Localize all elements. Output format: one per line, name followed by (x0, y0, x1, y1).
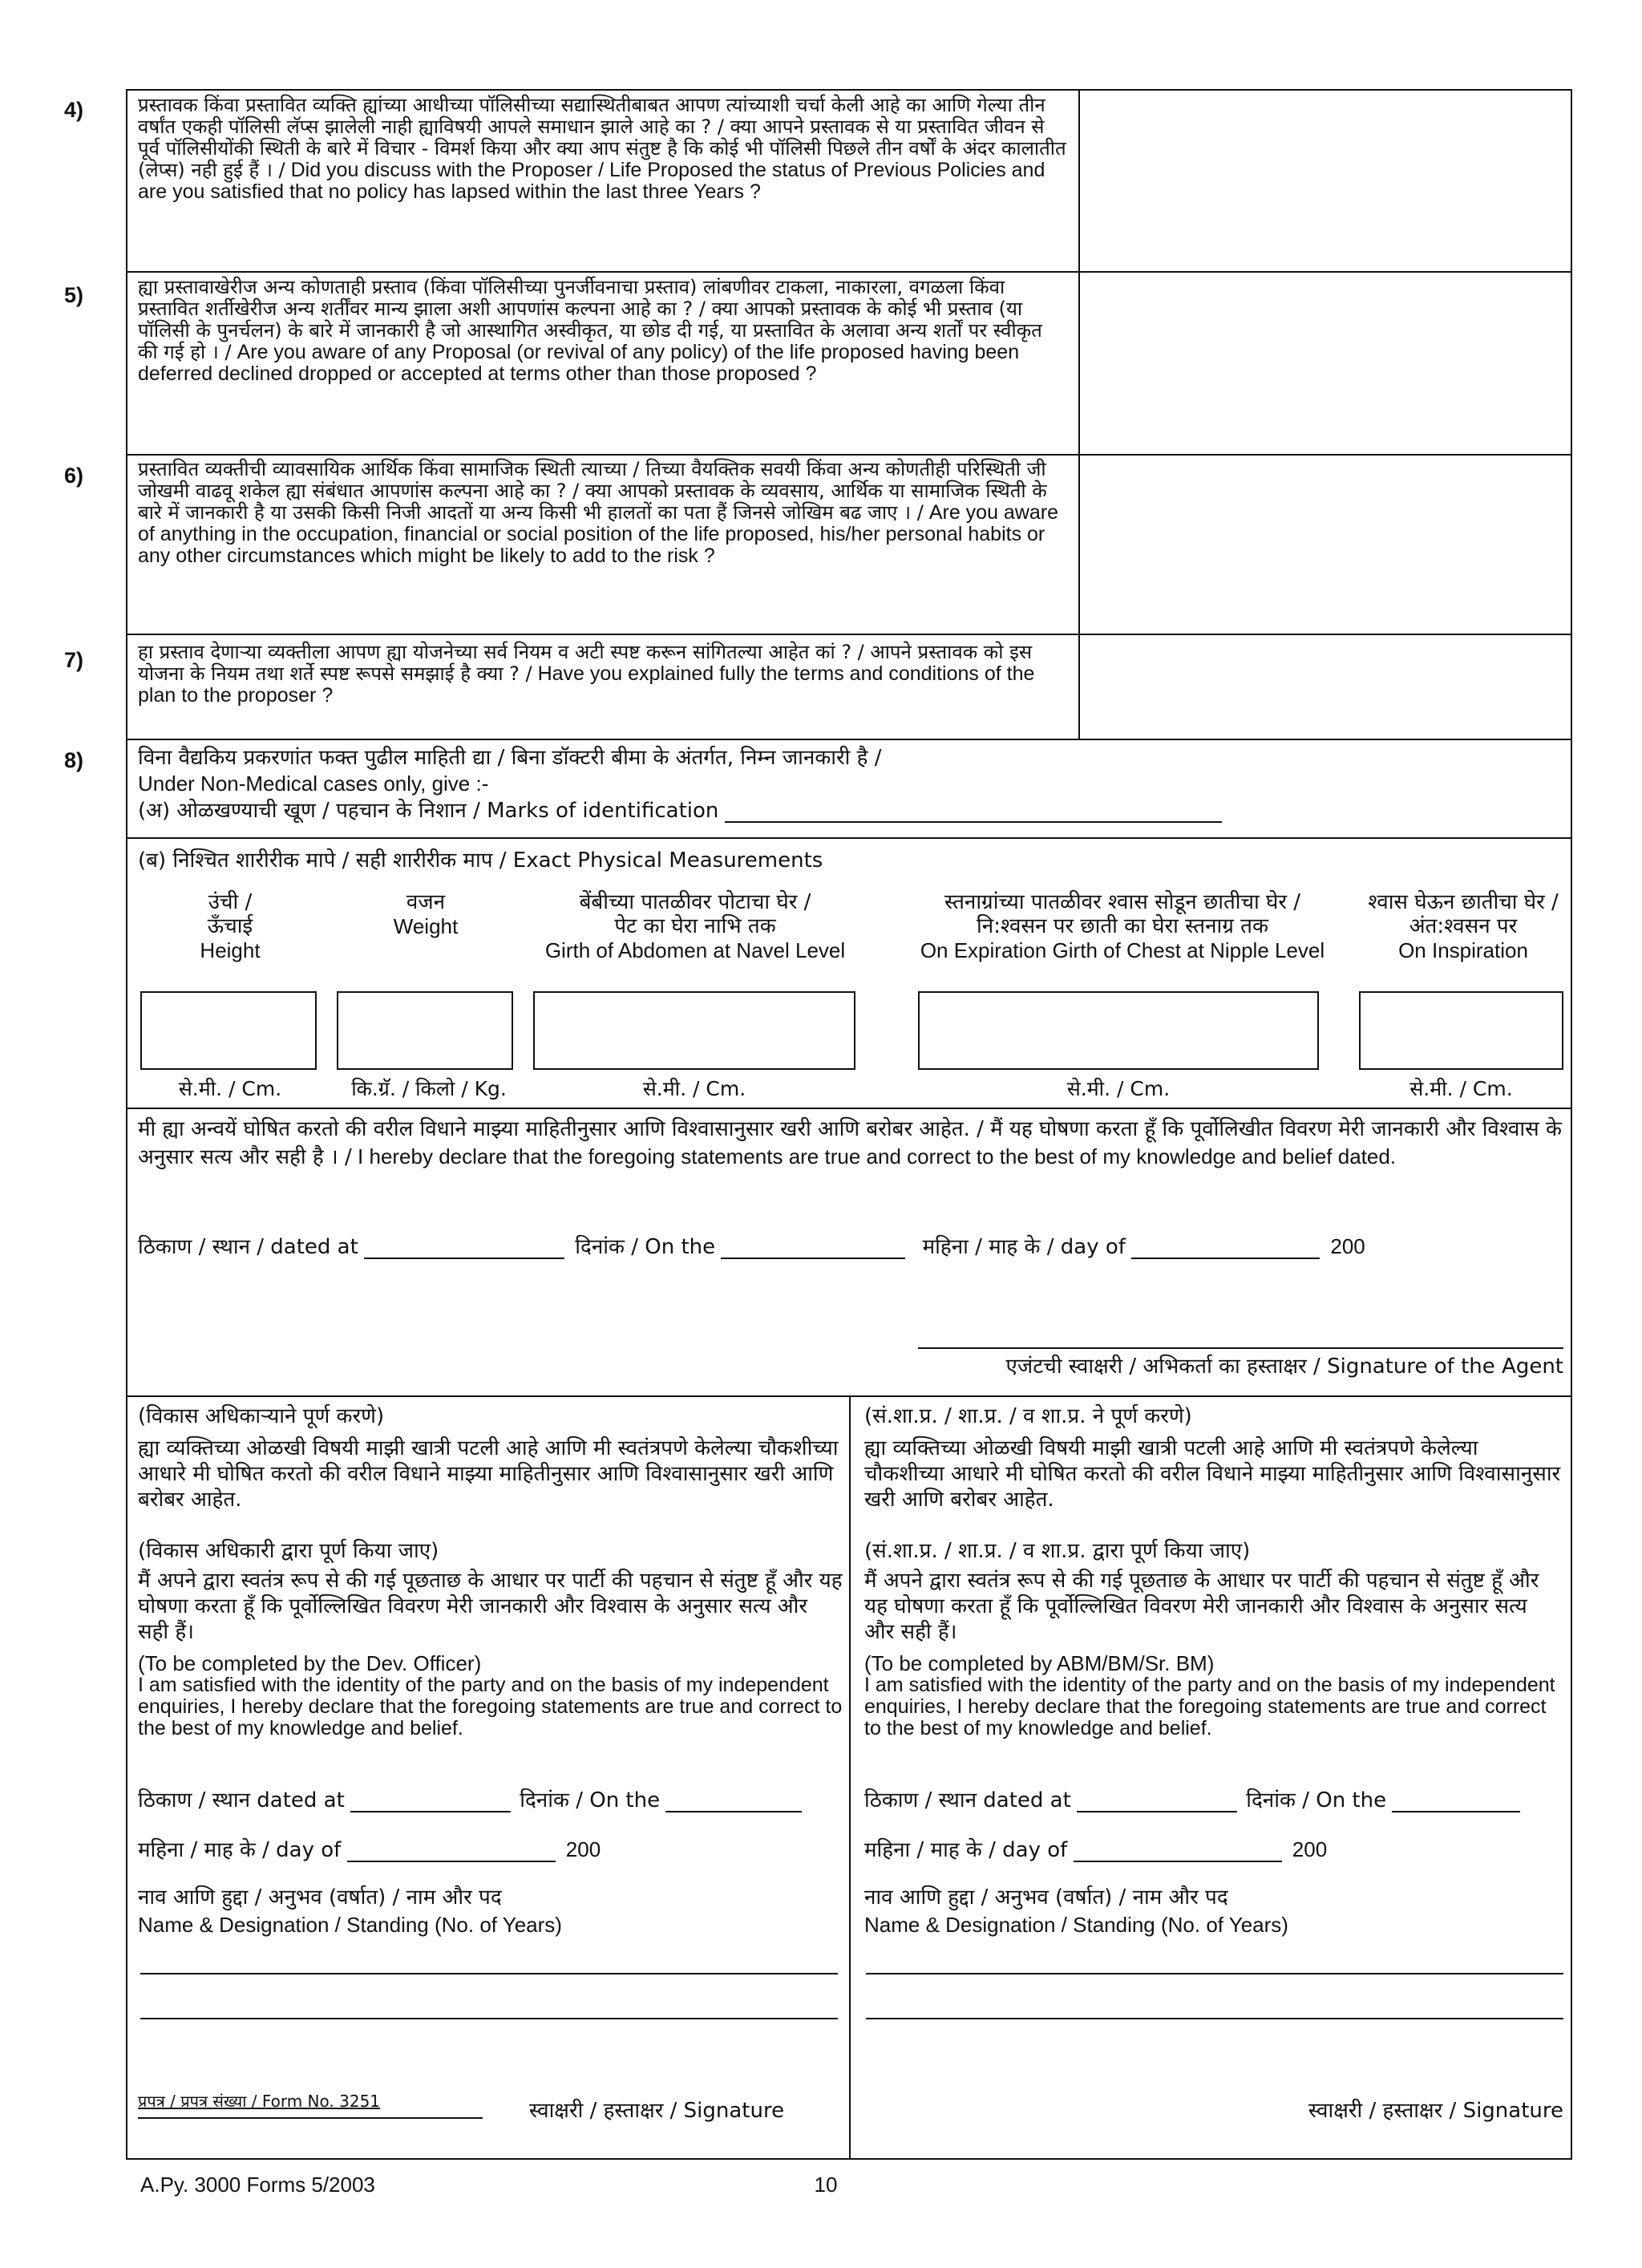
declaration-date-field[interactable] (721, 1258, 905, 1259)
q7-text (138, 642, 1068, 707)
measure-height-label: उंची / ऊँचाई Height (200, 890, 261, 962)
right-cert-month-field[interactable] (1074, 1861, 1282, 1862)
cert-column-divider (849, 1395, 851, 2160)
left-cert-marathi: ह्या व्यक्तिच्या ओळखी विषयी माझी खात्री पटली आहे आणि मी स्वतंत्रपणे केलेल्या चौकशीच्या आधारे मी घोषित करतो की वरील विधाने माझ्या माहितीनुसार आणि विश्वासानुसार खरी आणि बरोबर आहेत. (138, 1436, 839, 1512)
q6-text (138, 459, 1068, 567)
right-cert-hindi: मैं अपने द्वारा स्वतंत्र रूप से की गई पूछताछ के आधार पर पार्टी की पहचान से संतुष्ट हूँ और यह घोषणा करता हूँ कि पूर्वोल्लिखित विवरण मेरी जानकारी और विश्वास के अनुसार सत्य और सही हैं। (864, 1569, 1539, 1644)
left-cert-hindi-heading: (विकास अधिकारी द्वारा पूर्ण किया जाए) (138, 1539, 439, 1563)
left-cert-name-mr: नाव आणि हुद्दा / अनुभव (वर्षात) / नाम और पद (138, 1885, 502, 1910)
left-cert-hindi: मैं अपने द्वारा स्वतंत्र रूप से की गई पूछताछ के आधार पर पार्टी की पहचान से संतुष्ट हूँ और यह घोषणा करता हूँ कि पूर्वोल्लिखित विवरण मेरी जानकारी और विश्वास के अनुसार सत्य और सही हैं। (138, 1569, 843, 1644)
marks-identification-field[interactable] (725, 821, 1222, 823)
q6-hindi: प्रस्तावित व्यक्तीची व्यावसायिक आर्थिक किंवा सामाजिक स्थिती त्याच्या / तिच्या वैयक्तिक सवयी किंवा अन्य कोणतीही परिस्थिती जी जोखमी वाढवू शकेल ह्या संबंधात आपणांस कल्पना आहे का ? / क्या आपको प्रस्तावक के व्यवसाय, आर्थिक या सामाजिक स्थिती के बारे में जानकारी है या उसकी किसी निजी आदतों या अन्य किसी भी हालतों का पता हैं जिनसे जोखिम बढ जाए । / (138, 458, 1047, 524)
left-signature-label: स्वाक्षरी / हस्ताक्षर / Signature (529, 2099, 785, 2123)
left-cert-heading: (विकास अधिकाऱ्याने पूर्ण करणे) (138, 1404, 385, 1428)
right-cert-date-row: ठिकाण / स्थान dated at दिनांक / On the (864, 1788, 1562, 1812)
row-divider-7-8 (126, 739, 1572, 740)
chest-insp-unit: से.मी. / Cm. (1409, 1077, 1513, 1100)
height-unit: से.मी. / Cm. (178, 1077, 282, 1100)
q7-english: Have you explained fully the terms and conditions of the plan to the proposer ? (138, 662, 1035, 707)
left-cert-month-row: महिना / माह के / day of 200 (138, 1837, 601, 1862)
agent-signature-line (918, 1347, 1563, 1349)
right-cert-name-en: Name & Designation / Standing (No. of Years) (864, 1913, 1288, 1937)
q7-number: 7) (64, 648, 84, 672)
chest-expiration-input-box[interactable] (918, 991, 1319, 1070)
left-cert-place-field[interactable] (350, 1811, 511, 1812)
q8-line1: विना वैद्यकिय प्रकरणांत फक्त पुढील माहिती द्या / बिना डॉक्टरी बीमा के अंतर्गत, निम्न जानकारी है / (138, 746, 882, 770)
measure-chest-exp-label: स्तनाग्रांच्या पातळीवर श्वास सोडून छातीचा घेर / नि:श्वसन पर छाती का घेरा स्तनाग्र तक On Expiration Girth of Chest at Nipple Level (920, 890, 1325, 962)
measure-title: (ब) निश्चित शारीरीक मापे / सही शारीरीक माप / Exact Physical Measurements (138, 848, 823, 873)
right-name-line-1[interactable] (866, 1973, 1563, 1974)
abdomen-unit: से.मी. / Cm. (642, 1077, 746, 1100)
right-cert-place-field[interactable] (1077, 1811, 1237, 1812)
q5-text (138, 277, 1068, 385)
q4-english: Did you discuss with the Proposer / Life Proposed the status of Previous Policies and are you satisfied that no policy has lapsed within the last three Years ? (138, 159, 1045, 203)
weight-unit: कि.ग्रॅ. / किलो / Kg. (351, 1077, 507, 1100)
right-cert-name-mr: नाव आणि हुद्दा / अनुभव (वर्षात) / नाम और पद (864, 1885, 1228, 1910)
left-form-no: प्रपत्र / प्रपत्र संख्या / Form No. 3251 (138, 2092, 381, 2111)
page-number: 10 (814, 2173, 838, 2197)
measure-chest-insp-label: श्वास घेऊन छातीचा घेर / अंत:श्वसन पर On Inspiration (1368, 890, 1559, 962)
weight-input-box[interactable] (337, 991, 513, 1070)
q6-english: Are you aware of anything in the occupation, financial or social position of the life proposed, his/her personal habits or any other circumstances which might be likely to add to the risk ? (138, 501, 1059, 567)
left-cert-date-field[interactable] (665, 1811, 802, 1812)
declaration-place-field[interactable] (364, 1258, 564, 1259)
declaration-text: मी ह्या अन्वयें घोषित करतो की वरील विधाने माझ्या माहितीनुसार आणि विश्वासानुसार खरी आणि बरोबर आहेत. / मैं यह घोषणा करता हूँ कि पूर्वोलिखीत विवरण मेरी जानकारी और विश्वास के अनुसार सत्य और सही है । / I hereby declare that the foregoing statements are true and correct to the best of my knowledge and belief dated. (138, 1117, 1562, 1169)
right-cert-date-field[interactable] (1392, 1811, 1520, 1812)
right-name-line-2[interactable] (866, 2018, 1563, 2019)
left-cert-en-title: (To be completed by the Dev. Officer) (138, 1651, 482, 1675)
row-divider-4-5 (126, 271, 1572, 273)
q4-number: 4) (64, 98, 84, 122)
q5-english: Are you aware of any Proposal (or revival of any policy) of the life proposed having been deferred declined dropped or accepted at terms other than those proposed ? (138, 341, 1020, 385)
q5-hindi: ह्या प्रस्तावाखेरीज अन्य कोणताही प्रस्ताव (किंवा पॉलिसीच्या पुनर्जीवनाचा प्रस्ताव) लांबणीवर टाकला, नाकारला, वगळला किंवा प्रस्तावित शर्तीखेरीज अन्य शर्तींवर मान्य झाला अशी आपणांस कल्पना आहे का ? / क्या आपको प्रस्तावक के कोई भी प्रस्ताव (या पॉलिसी के पुनर्चलन) के बारे में जानकारी है जो आस्थागित अस्वीकृत, या छोड दी गई, या प्रस्तावित के अलावा अन्य शर्तों पर स्वीकृत की गई हो । / (138, 276, 1042, 363)
declaration-month-field[interactable] (1131, 1258, 1320, 1259)
row-divider-5-6 (126, 454, 1572, 456)
row-divider-8b (126, 837, 1572, 839)
height-input-box[interactable] (140, 991, 317, 1070)
q7-hindi: हा प्रस्ताव देणाऱ्या व्यक्तीला आपण ह्या योजनेच्या सर्व नियम व अटी स्पष्ट करून सांगितल्या आहेत कां ? / आपने प्रस्तावक को इस योजना के नियम तथा शर्ते स्पष्ट रूपसे समझाई है क्या ? / (138, 641, 1033, 685)
row-divider-6-7 (126, 634, 1572, 635)
left-cert-month-field[interactable] (347, 1861, 556, 1862)
abdomen-input-box[interactable] (533, 991, 855, 1070)
right-cert-en-title: (To be completed by ABM/BM/Sr. BM) (864, 1651, 1215, 1675)
q8-number: 8) (64, 748, 84, 772)
declaration-date-row: ठिकाण / स्थान / dated at दिनांक / On the महिना / माह के / day of 200 (138, 1234, 1365, 1259)
right-cert-en: I am satisfied with the identity of the party and on the basis of my independent enquiries, I hereby declare that the foregoing statements are true and correct to the best of my knowledge and belief. (864, 1674, 1555, 1739)
q5-number: 5) (64, 283, 84, 307)
right-cert-heading: (सं.शा.प्र. / शा.प्र. / व शा.प्र. ने पूर्ण करणे) (864, 1404, 1192, 1428)
right-cert-hindi-heading: (सं.शा.प्र. / शा.प्र. / व शा.प्र. द्वारा पूर्ण किया जाए) (864, 1539, 1251, 1563)
right-signature-label: स्वाक्षरी / हस्ताक्षर / Signature (1308, 2099, 1563, 2123)
q8-line2: Under Non-Medical cases only, give :- (138, 772, 489, 796)
answer-column-divider (1078, 89, 1080, 739)
row-divider-declaration (126, 1108, 1572, 1109)
chest-inspiration-input-box[interactable] (1359, 991, 1563, 1070)
q8-marks-of-identification: (अ) ओळखण्याची खूण / पहचान के निशान / Marks of identification (138, 799, 1549, 823)
measure-abdomen-label: बेंबीच्या पातळीवर पोटाचा घेर / पेट का घेरा नाभि तक Girth of Abdomen at Navel Level (544, 890, 846, 962)
q4-hindi: प्रस्तावक किंवा प्रस्तावित व्यक्ति ह्यांच्या आधीच्या पॉलिसीच्या सद्यास्थितीबाबत आपण त्यांच्याशी चर्चा केली आहे का आणि गेल्या तीन वर्षांत एकही पॉलिसी लॅप्स झालेली नाही ह्याविषयी आपले समाधान झाले आहे का ? / क्या आपने प्रस्तावक से या प्रस्तावित जीवन से पूर्व पॉलिसीयोंकी स्थिती के बारे में विचार - विमर्श किया और क्या आप संतुष्ट है कि कोई भी पॉलिसी पिछले तीन वर्षों के अंदर कालातीत (लेप्स) नही हुई हैं । / (138, 94, 1066, 181)
left-cert-date-row: ठिकाण / स्थान dated at दिनांक / On the (138, 1788, 843, 1812)
chest-exp-unit: से.मी. / Cm. (1066, 1077, 1171, 1100)
agent-signature-label: एजंटची स्वाक्षरी / अभिकर्ता का हस्ताक्षर / Signature of the Agent (1005, 1355, 1563, 1379)
footer-form-ref: A.Py. 3000 Forms 5/2003 (140, 2173, 375, 2197)
right-cert-month-row: महिना / माह के / day of 200 (864, 1837, 1328, 1862)
right-cert-marathi: ह्या व्यक्तिच्या ओळखी विषयी माझी खात्री पटली आहे आणि मी स्वतंत्रपणे केलेल्या चौकशीच्या आधारे मी घोषित करतो की वरील विधाने माझ्या माहितीनुसार आणि विश्वासानुसार खरी आणि बरोबर आहेत. (864, 1436, 1561, 1512)
left-name-line-2[interactable] (140, 2018, 838, 2019)
measure-weight-label: वजन Weight (393, 890, 459, 938)
left-form-no-line (138, 2117, 483, 2119)
left-name-line-1[interactable] (140, 1973, 838, 1974)
q4-text (138, 95, 1068, 203)
q6-number: 6) (64, 464, 84, 488)
left-cert-en: I am satisfied with the identity of the party and on the basis of my independent enquiries, I hereby declare that the foregoing statements are true and correct to the best of my knowledge and belief. (138, 1674, 843, 1739)
left-cert-name-en: Name & Designation / Standing (No. of Years) (138, 1913, 562, 1937)
